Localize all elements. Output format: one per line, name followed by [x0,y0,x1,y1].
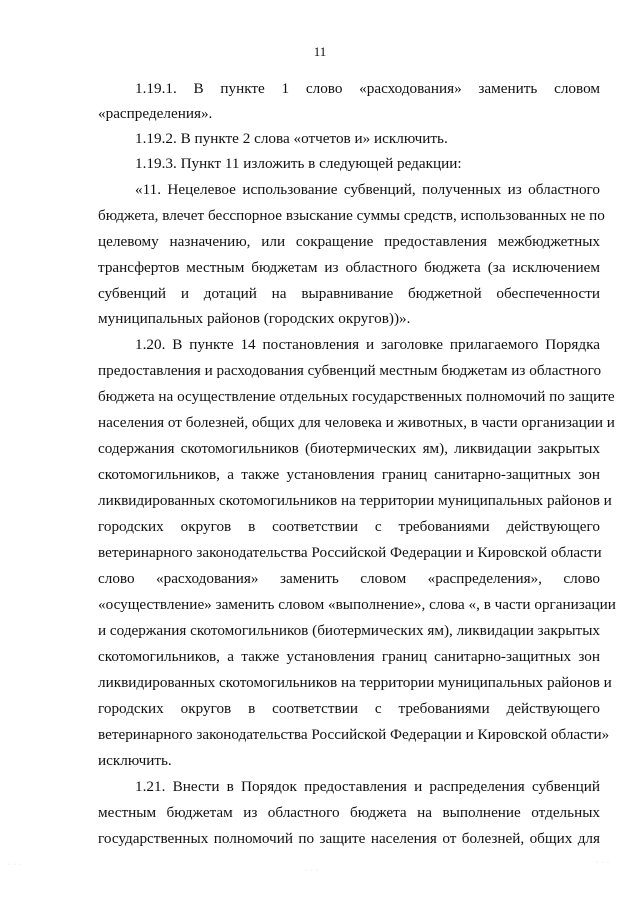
text-line: 1.19.1. В пункте 1 слово «расходования» заменить словом [135,80,600,97]
text-line: субвенций и дотаций на выравнивание бюджетной обеспеченности [98,285,600,302]
text-line: исключить. [98,752,172,769]
text-line: целевому назначению, или сокращение предоставления межбюджетных [98,233,600,250]
text-line: слово «расходования» заменить словом «распределения», слово [98,570,600,587]
text-line: бюджета, влечет бесспорное взыскание суммы средств, использованных не по [98,207,605,224]
text-line: 1.19.3. Пункт 11 изложить в следующей редакции: [135,155,462,172]
text-line: скотомогильников, а также установления границ санитарно-защитных зон [98,648,600,665]
text-line: городских округов в соответствии с требованиями действующего [98,518,600,535]
text-line: бюджета на осуществление отдельных государственных полномочий по защите [98,388,615,405]
scan-artifact: · · · [8,862,22,868]
text-line: «осуществление» заменить словом «выполнение», слова «, в части организации [98,596,616,613]
text-line: государственных полномочий по защите населения от болезней, общих для [98,830,600,847]
text-line: предоставления и расходования субвенций местным бюджетам из областного [98,362,602,379]
text-line: населения от болезней, общих для человека и животных, в части организации и [98,414,615,431]
scan-artifact: · · · [596,860,610,866]
text-line: ветеринарного законодательства Российской Федерации и Кировской области [98,544,602,561]
text-line: городских округов в соответствии с требованиями действующего [98,700,600,717]
text-line: 1.21. Внести в Порядок предоставления и распределения субвенций [135,778,600,795]
text-line: скотомогильников, а также установления границ санитарно-защитных зон [98,466,600,483]
text-line: и содержания скотомогильников (биотермических ям), ликвидации закрытых [98,622,600,639]
page-number: 11 [313,44,327,59]
text-line: муниципальных районов (городских округов))». [98,310,411,327]
scan-artifact: · · · [305,868,319,874]
text-line: местным бюджетам из областного бюджета на выполнение отдельных [98,804,600,821]
text-line: ликвидированных скотомогильников на территории муниципальных районов и [98,674,612,691]
text-line: 1.19.2. В пункте 2 слова «отчетов и» исключить. [135,130,448,147]
text-line: ликвидированных скотомогильников на территории муниципальных районов и [98,492,612,509]
text-line: ветеринарного законодательства Российской Федерации и Кировской области» [98,726,610,743]
text-line: трансфертов местным бюджетам из областного бюджета (за исключением [98,259,600,276]
text-line: «11. Нецелевое использование субвенций, полученных из областного [135,181,600,198]
text-line: содержания скотомогильников (биотермических ям), ликвидации закрытых [98,440,600,457]
text-line: 1.20. В пункте 14 постановления и заголовке прилагаемого Порядка [135,336,600,353]
text-line: «распределения». [98,105,213,122]
